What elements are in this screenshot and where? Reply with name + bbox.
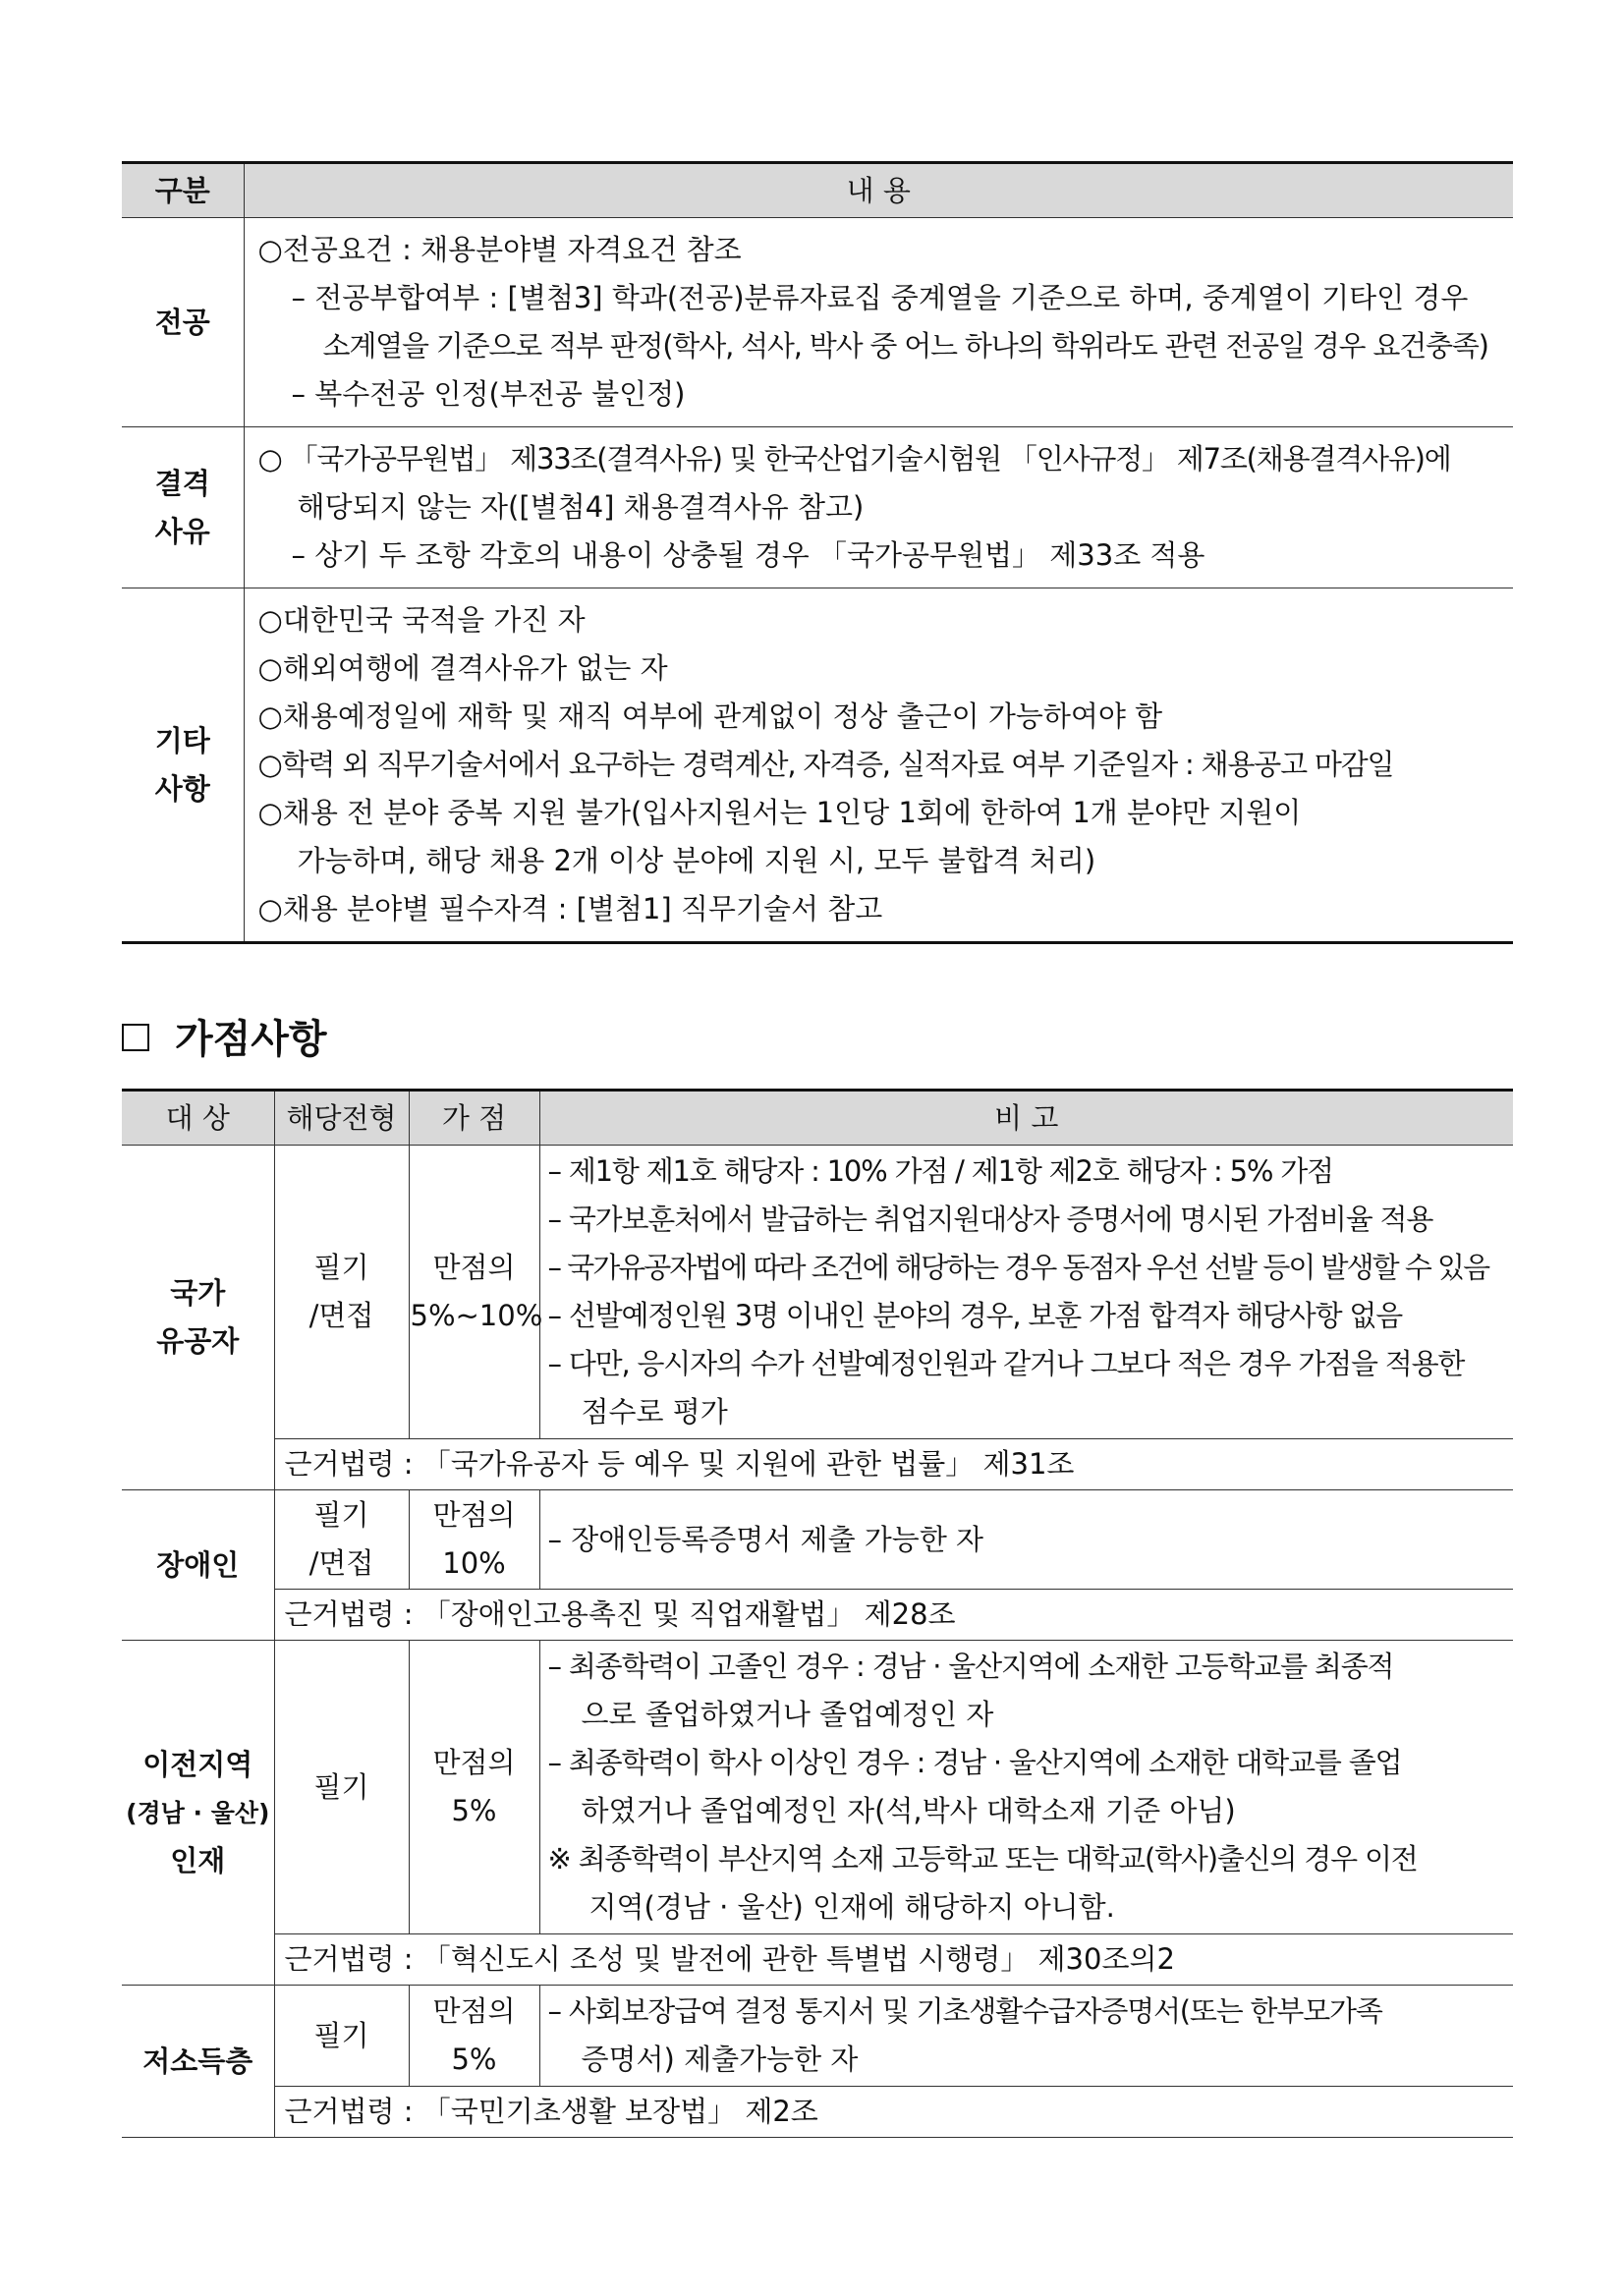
row-label-line: 기타 [154,723,210,757]
content-line: 가능하며, 해당 채용 2개 이상 분야에 지원 시, 모두 불합격 처리) [297,844,1096,877]
header-type: 해당전형 [274,1091,409,1146]
row-label [122,588,244,943]
bonus-row-low-income [122,1986,1513,2087]
type-cell [274,1641,409,1934]
remark-line: – 제1항 제1호 해당자 : 10% 가점 / 제1항 제2호 해당자 : 5% 가점 [547,1154,1333,1188]
remark-line: – 선발예정인원 3명 이내인 분야의 경우, 보훈 가점 합격자 해당사항 없음 [547,1299,1403,1332]
content-line: ○전공요건 : 채용분야별 자격요건 참조 [257,233,742,266]
points-line: 5%~10% [410,1299,543,1332]
remarks-cell [539,1641,1513,1934]
content-line: ○채용 전 분야 중복 지원 불가(입사지원서는 1인당 1회에 한하여 1개 분야만 지원이 [257,796,1302,829]
content-line: – 전공부합여부 : [별첨3] 학과(전공)분류자료집 중계열을 기준으로 하며, 중계열이 기타인 경우 [291,281,1469,314]
content-line: ○채용예정일에 재학 및 재직 여부에 관계없이 정상 출근이 가능하여야 함 [257,700,1163,733]
target-line: 저소득층 [142,2044,253,2078]
content-line: ○대한민국 국적을 가진 자 [257,603,586,637]
type-line: 필기 [313,1251,369,1284]
remark-line: 으로 졸업하였거나 졸업예정인 자 [581,1698,994,1731]
remark-line: – 국가보훈처에서 발급하는 취업지원대상자 증명서에 명시된 가점비율 적용 [547,1203,1433,1236]
bonus-row-disabled [122,1490,1513,1590]
square-bullet-icon [122,1024,149,1051]
content-line: ○학력 외 직무기술서에서 요구하는 경력계산, 자격증, 실적자료 여부 기준일자 : 채용공고 마감일 [257,748,1394,781]
content-line: ○채용 분야별 필수자격 : [별첨1] 직무기술서 참고 [257,892,883,925]
eligibility-row-other [122,588,1513,943]
target-cell [122,1146,274,1490]
section-heading [122,1010,327,1069]
remarks-cell [539,1490,1513,1590]
remark-line: ※ 최종학력이 부산지역 소재 고등학교 또는 대학교(학사)출신의 경우 이전 [547,1842,1418,1876]
points-cell [409,1641,539,1934]
type-cell [274,1146,409,1439]
target-line: 인재 [170,1843,226,1877]
header-remarks: 비 고 [539,1091,1513,1146]
target-line: 장애인 [156,1547,240,1582]
points-cell [409,1986,539,2087]
points-line: 만점의 [432,1251,516,1284]
section-title: 가점사항 [175,1017,327,1062]
law-row [122,1590,1513,1641]
points-line: 만점의 [432,1746,516,1779]
law-reference: 근거법령 : 「국가유공자 등 예우 및 지원에 관한 법률」 제31조 [274,1439,1513,1490]
remark-line: 하였거나 졸업예정인 자(석,박사 대학소재 기준 아님) [581,1794,1236,1827]
bonus-row-relocation-region [122,1641,1513,1934]
points-cell [409,1490,539,1590]
type-cell [274,1490,409,1590]
points-line: 만점의 [432,1498,516,1532]
remark-line: 지역(경남 · 울산) 인재에 해당하지 아니함. [588,1890,1115,1924]
points-cell [409,1146,543,1439]
type-line: 필기 [313,1769,369,1804]
remark-line: – 국가유공자법에 따라 조건에 해당하는 경우 동점자 우선 선발 등이 발생할 수 있음 [547,1251,1489,1284]
remark-line: – 최종학력이 고졸인 경우 : 경남 · 울산지역에 소재한 고등학교를 최종적 [547,1650,1394,1683]
points-line: 5% [451,1794,497,1827]
law-reference: 근거법령 : 「혁신도시 조성 및 발전에 관한 특별법 시행령」 제30조의2 [274,1934,1513,1986]
points-line: 만점의 [432,1994,516,2028]
bonus-row-veterans [122,1146,1513,1439]
remark-line: – 사회보장급여 결정 통지서 및 기초생활수급자증명서(또는 한부모가족 [547,1994,1382,2028]
row-label-line: 결격 [154,466,210,500]
type-line: /면접 [308,1299,374,1332]
remark-line: 증명서) 제출가능한 자 [581,2043,859,2076]
row-content [244,588,1513,943]
content-line: – 상기 두 조항 각호의 내용이 상충될 경우 「국가공무원법」 제33조 적용 [291,538,1205,572]
content-line: 해당되지 않는 자([별첨4] 채용결격사유 참고) [297,490,865,524]
remark-line: – 최종학력이 학사 이상인 경우 : 경남 · 울산지역에 소재한 대학교를 졸업 [547,1746,1402,1779]
content-line: – 복수전공 인정(부전공 불인정) [291,377,686,411]
header-category: 구분 [122,163,244,218]
eligibility-table [122,161,1513,944]
type-cell [274,1986,409,2087]
remark-line: 점수로 평가 [581,1395,728,1428]
row-label [122,427,244,588]
target-cell [122,1641,274,1986]
row-content [244,218,1513,427]
points-line: 10% [442,1546,506,1580]
points-line: 5% [451,2043,497,2076]
content-line: ○해외여행에 결격사유가 없는 자 [257,651,668,685]
target-line: 이전지역 [142,1747,253,1781]
target-line: 국가 [170,1276,226,1310]
bonus-header-row [122,1091,1513,1146]
row-label [122,218,244,427]
type-line: 필기 [313,2018,369,2052]
header-content: 내 용 [244,163,1513,218]
law-row [122,1439,1513,1490]
law-reference: 근거법령 : 「장애인고용촉진 및 직업재활법」 제28조 [274,1590,1513,1641]
remarks-cell [539,1986,1513,2087]
remark-line: – 다만, 응시자의 수가 선발예정인원과 같거나 그보다 적은 경우 가점을 적용한 [547,1347,1465,1380]
target-line: 유공자 [156,1324,240,1358]
target-cell [122,1490,274,1641]
target-line: (경남 · 울산) [126,1798,270,1827]
type-line: 필기 [313,1498,369,1532]
header-target: 대 상 [122,1091,274,1146]
law-reference: 근거법령 : 「국민기초생활 보장법」 제2조 [274,2087,1513,2138]
bonus-points-table [122,1089,1513,2138]
remark-line: – 장애인등록증명서 제출 가능한 자 [547,1522,984,1556]
law-row [122,1934,1513,1986]
target-cell [122,1986,274,2138]
content-line: 소계열을 기준으로 적부 판정(학사, 석사, 박사 중 어느 하나의 학위라도 관련 전공일 경우 요건충족) [322,329,1488,363]
type-line: /면접 [308,1546,374,1580]
eligibility-header-row [122,163,1513,218]
law-row [122,2087,1513,2138]
row-label-line: 사항 [154,771,210,806]
remarks-cell [539,1146,1513,1439]
row-label-line: 사유 [154,514,210,548]
eligibility-row-disqualification [122,427,1513,588]
row-label-line: 전공 [154,305,210,339]
content-line: ○ 「국가공무원법」 제33조(결격사유) 및 한국산업기술시험원 「인사규정」 제7조(채용결격사유)에 [257,442,1451,476]
header-points: 가 점 [409,1091,539,1146]
eligibility-row-major [122,218,1513,427]
row-content [244,427,1513,588]
